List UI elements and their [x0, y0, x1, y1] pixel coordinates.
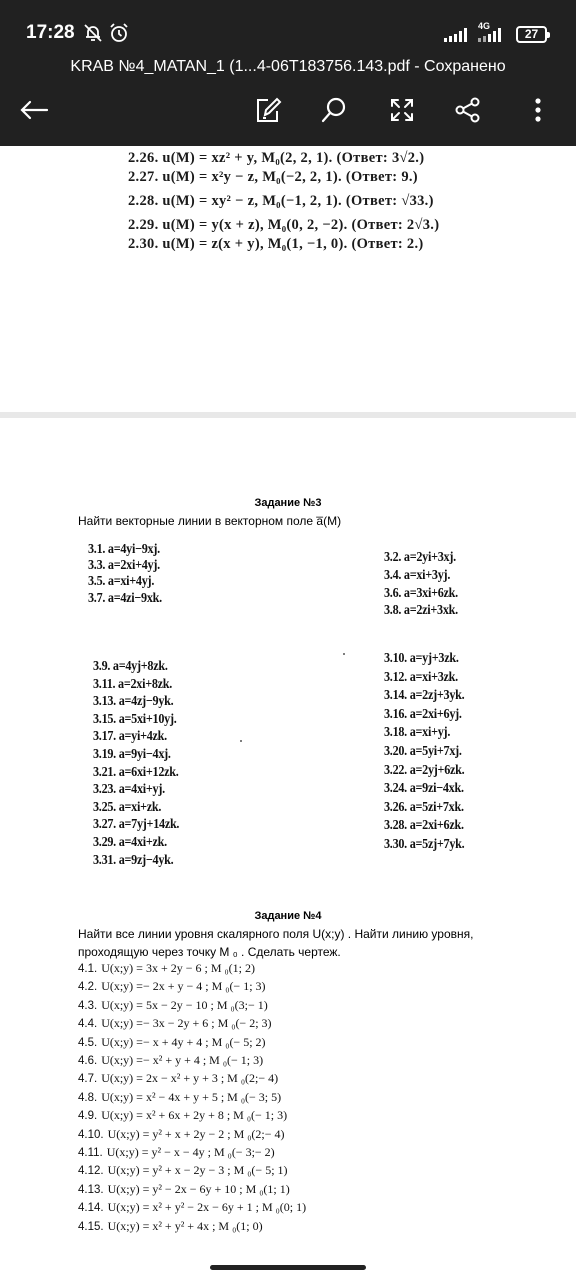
level-line-item [78, 1182, 290, 1197]
item-number: 4.9. [78, 1110, 98, 1123]
vector-field-item: 3.11. a=2xi+8zk. [93, 675, 173, 691]
item-number: 4.1. [78, 963, 98, 975]
item-number: 4.5. [78, 1036, 98, 1049]
fullscreen-button[interactable] [378, 88, 426, 136]
vector-field-item: 3.19. a=9yi−4xj. [93, 746, 171, 761]
vector-field-item: 3.30. a=5zj+7yk. [384, 836, 465, 851]
document-title: KRAB №4_MATAN_1 (1...4-06T183756.143.pdf - Сохранено [70, 58, 506, 75]
level-line-item [78, 1108, 287, 1123]
vector-field-item: 3.25. a=xi+zk. [93, 798, 162, 814]
vector-field-item: 3.5. a=xi+4yj. [88, 573, 155, 589]
status-time: 17:28 [26, 22, 75, 43]
level-line-item [78, 979, 266, 994]
level-line-item [78, 1071, 278, 1086]
task3-text: Найти векторные линии в векторном поле a̅(M) [78, 514, 342, 528]
scan-speck [343, 653, 345, 655]
vector-field-item: 3.28. a=2xi+6zk. [384, 817, 464, 833]
item-number: 4.7. [78, 1073, 98, 1086]
signal-strength-2-icon [478, 28, 501, 42]
task3-heading: Задание №3 [254, 497, 322, 509]
vector-field-item: 3.4. a=xi+3yj. [384, 566, 451, 582]
item-number: 4.2. [78, 981, 98, 994]
vector-field-item: 3.29. a=4xi+zk. [93, 834, 167, 849]
battery-indicator: 27 [516, 26, 547, 43]
more-vertical-icon [534, 97, 542, 128]
level-line-item [78, 1163, 288, 1178]
item-number: 4.4. [78, 1018, 98, 1031]
more-options-button[interactable] [514, 88, 562, 136]
item-formula: U(x;y) = x² + 6x + 2y + 8 ; M ₀(− 1; 3) [101, 1108, 288, 1123]
vector-field-item: 3.27. a=7yj+14zk. [93, 816, 180, 832]
item-formula: U(x;y) = x² + y² − 2x − 6y + 1 ; M ₀(0; 1) [107, 1200, 307, 1215]
scan-speck [240, 740, 242, 742]
edit-icon [254, 96, 282, 129]
item-formula: U(x;y) = 5x − 2y − 10 ; M ₀(3;− 1) [101, 997, 268, 1012]
vector-field-item: 3.14. a=2zj+3yk. [384, 687, 465, 703]
notifications-off-icon [82, 22, 104, 44]
vector-field-item: 3.26. a=5zi+7xk. [384, 798, 464, 814]
vector-field-item: 3.13. a=4zj−9yk. [93, 693, 174, 709]
item-formula: U(x;y) = y² + x + 2y − 2 ; M ₀(2;− 4) [107, 1126, 285, 1141]
vector-field-item: 3.24. a=9zi−4xk. [384, 780, 464, 796]
level-line-item [78, 1200, 306, 1215]
vector-field-item: 3.22. a=2yj+6zk. [384, 761, 465, 777]
vector-field-item: 3.8. a=2zi+3xk. [384, 602, 458, 618]
item-formula: U(x;y) = y² − x − 4y ; M ₀(− 3;− 2) [106, 1145, 275, 1159]
share-icon [454, 96, 482, 129]
level-line-item [78, 998, 268, 1013]
share-button[interactable] [444, 88, 492, 136]
edit-button[interactable] [244, 88, 292, 136]
exercise-line: 2.28. u(M) = xy² − z, M₀(−1, 2, 1). (Ответ: √33.) [128, 193, 434, 209]
item-number: 4.15. [78, 1220, 104, 1233]
vector-field-item: 3.7. a=4zi−9xk. [88, 589, 162, 605]
pdf-page-2 [0, 418, 576, 1263]
item-number: 4.11. [78, 1147, 103, 1159]
vector-field-item: 3.31. a=9zj−4yk. [93, 851, 174, 867]
vector-field-item: 3.9. a=4yj+8zk. [93, 658, 168, 673]
vector-field-item: 3.3. a=2xi+4yj. [88, 557, 160, 573]
item-formula: U(x;y) = y² + x − 2y − 3 ; M ₀(− 5; 1) [107, 1163, 288, 1178]
vector-field-item: 3.2. a=2yi+3xj. [384, 549, 456, 564]
task4-text-line2: проходящую через точку M ₀ . Сделать чертеж. [78, 945, 341, 959]
item-number: 4.14. [78, 1202, 104, 1215]
item-formula: U(x;y) =− 2x + y − 4 ; M ₀(− 1; 3) [101, 979, 266, 994]
item-formula: U(x;y) =− 3x − 2y + 6 ; M ₀(− 2; 3) [101, 1016, 272, 1031]
vector-field-item: 3.1. a=4yi−9xj. [88, 541, 160, 556]
alarm-icon [108, 22, 130, 44]
task4-text-line1: Найти все линии уровня скалярного поля U(x;y) . Найти линию уровня, [78, 927, 474, 941]
exercise-line: 2.26. u(M) = xz² + y, M₀(2, 2, 1). (Ответ: 3√2.) [128, 150, 425, 166]
arrow-left-icon [19, 99, 49, 126]
vector-field-item: 3.10. a=yj+3zk. [384, 650, 459, 665]
level-line-item [78, 961, 255, 976]
exercise-line: 2.27. u(M) = x²y − z, M₀(−2, 2, 1). (Ответ: 9.) [128, 169, 418, 185]
item-formula: U(x;y) = x² − 4x + y + 5 ; M ₀(− 3; 5) [101, 1089, 282, 1104]
item-formula: U(x;y) = x² + y² + 4x ; M ₀(1; 0) [107, 1218, 263, 1233]
item-number: 4.6. [78, 1055, 98, 1067]
gesture-nav-bar[interactable] [210, 1265, 366, 1270]
item-number: 4.3. [78, 999, 98, 1012]
vector-field-item: 3.20. a=5yi+7xj. [384, 743, 462, 758]
level-line-item [78, 1090, 281, 1105]
signal-strength-icon [444, 28, 467, 42]
level-line-item [78, 1035, 266, 1050]
item-formula: U(x;y) = 3x + 2y − 6 ; M ₀(1; 2) [101, 961, 255, 975]
vector-field-item: 3.23. a=4xi+yj. [93, 781, 165, 797]
exercise-line: 2.29. u(M) = y(x + z), M₀(0, 2, −2). (Ответ: 2√3.) [128, 217, 440, 233]
level-line-item [78, 1127, 285, 1142]
level-line-item [78, 1145, 275, 1160]
item-number: 4.13. [78, 1183, 104, 1196]
vector-field-item: 3.21. a=6xi+12zk. [93, 763, 179, 779]
expand-icon [389, 97, 415, 128]
task4-heading: Задание №4 [254, 910, 322, 922]
vector-field-item: 3.16. a=2xi+6yj. [384, 705, 462, 721]
vector-field-item: 3.6. a=3xi+6zk. [384, 584, 458, 600]
back-button[interactable] [10, 88, 58, 136]
network-type: 4G [478, 21, 491, 31]
status-bar [0, 0, 576, 60]
level-line-item [78, 1053, 263, 1068]
search-icon [320, 96, 348, 129]
item-formula: U(x;y) = 2x − x² + y + 3 ; M ₀(2;− 4) [101, 1071, 279, 1086]
item-formula: U(x;y) = y² − 2x − 6y + 10 ; M ₀(1; 1) [107, 1181, 290, 1196]
level-line-item [78, 1219, 263, 1234]
vector-field-item: 3.12. a=xi+3zk. [384, 668, 458, 684]
app-bar [0, 0, 576, 146]
item-number: 4.10. [78, 1128, 104, 1141]
item-formula: U(x;y) =− x² + y + 4 ; M ₀(− 1; 3) [101, 1053, 264, 1067]
search-button[interactable] [310, 88, 358, 136]
pdf-page-1 [0, 146, 576, 412]
vector-field-item: 3.15. a=5xi+10yj. [93, 710, 177, 726]
vector-field-item: 3.18. a=xi+yj. [384, 724, 451, 740]
item-formula: U(x;y) =− x + 4y + 4 ; M ₀(− 5; 2) [101, 1034, 266, 1049]
vector-field-item: 3.17. a=yi+4zk. [93, 728, 167, 744]
exercise-line: 2.30. u(M) = z(x + y), M₀(1, −1, 0). (Ответ: 2.) [128, 236, 424, 252]
item-number: 4.12. [78, 1165, 104, 1178]
level-line-item [78, 1016, 272, 1031]
item-number: 4.8. [78, 1091, 98, 1104]
